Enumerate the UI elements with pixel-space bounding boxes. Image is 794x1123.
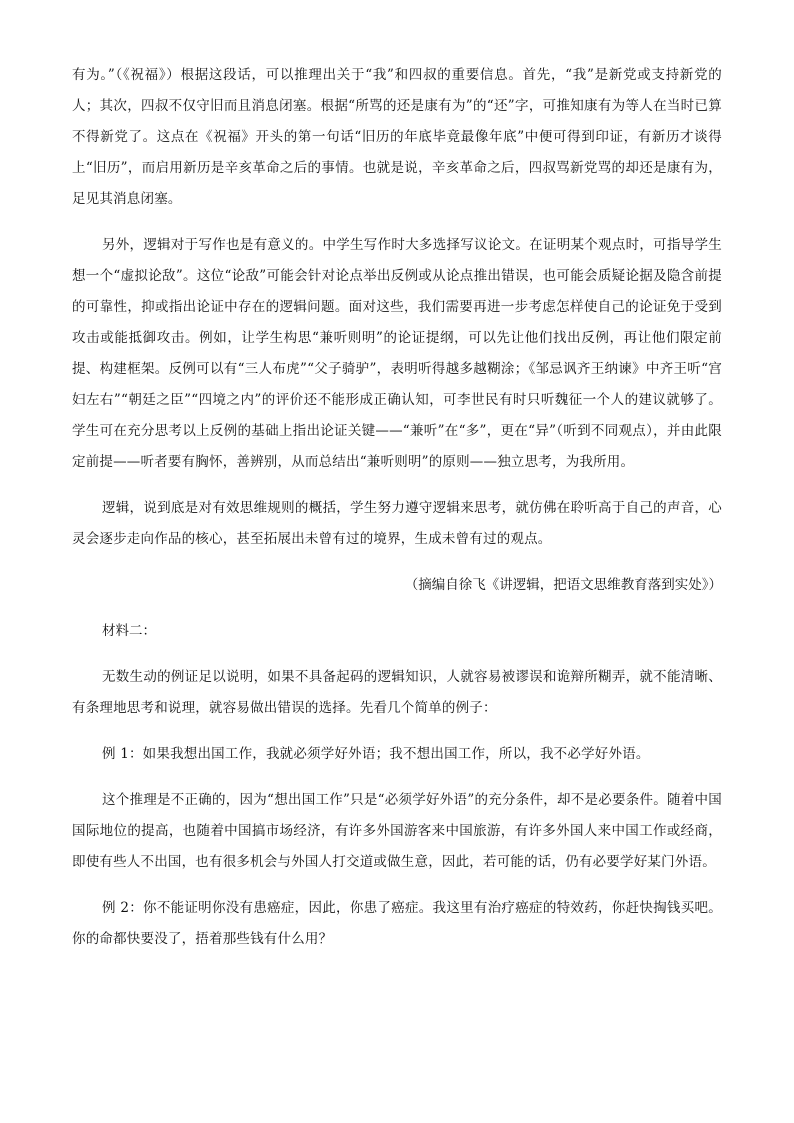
paragraph-writing-logic: 另外，逻辑对于写作也是有意义的。中学生写作时大多选择写议论文。在证明某个观点时，可指导学生想一个“虚拟论敌”。这位“论敌”可能会针对论点举出反例或从论点推出错误，也可能会质疑论据及隐含前提的可靠性，抑或指出论证中存在的逻辑问题。面对这些，我们需要再进一步考虑怎样使自己的论证免于受到攻击或能抵御攻击。例如，让学生构思“兼听则明”的论证提纲，可以先让他们找出反例，再让他们限定前提、构建框架。反例可以有“三人布虎”“父子骑驴”，表明听得越多越糊涂；《邹忌讽齐王纳谏》中齐王听“宫妇左右”“朝廷之臣”“四境之内”的评价还不能形成正确认知，可李世民有时只听魏征一个人的建议就够了。学生可在充分思考以上反例的基础上指出论证关键——“兼听”在“多”，更在“异”（听到不同观点），并由此限定前提——听者要有胸怀，善辨别，从而总结出“兼听则明”的原则——独立思考，为我所用。 bbox=[72, 237, 722, 470]
paragraph-example-one: 例 1：如果我想出国工作，我就必须学好外语；我不想出国工作，所以，我不必学好外语。 bbox=[102, 746, 650, 762]
paragraph-example-two: 例 2：你不能证明你没有患癌症，因此，你患了癌症。我这里有治疗癌症的特效药，你赶快掏钱买吧。你的命都快要没了，捂着那些钱有什么用？ bbox=[72, 900, 722, 947]
document-page bbox=[72, 60, 722, 970]
paragraph-example-one-analysis: 这个推理是不正确的，因为“想出国工作”只是“必须学好外语”的充分条件，却不是必要条件。随着中国国际地位的提高，也随着中国搞市场经济，有许多外国游客来中国旅游，有许多外国人来中国工作或经商，即使有些人不出国，也有很多机会与外国人打交道或做生意，因此，若可能的话，仍有必要学好某门外语。 bbox=[72, 792, 722, 870]
material-two-heading: 材料二： bbox=[102, 623, 156, 639]
paragraph-zhufu-analysis: 有为。”（《祝福》）根据这段话，可以推理出关于“我”和四叔的重要信息。首先，“我”是新党或支持新党的人；其次，四叔不仅守旧而且消息闭塞。根据“所骂的还是康有为”的“还”字，可推知康有为等人在当时已算不得新党了。这点在《祝福》开头的第一句话“旧历的年底毕竟最像年底”中便可得到印证，有新历才谈得上“旧历”，而启用新历是辛亥革命之后的事情。也就是说，辛亥革命之后，四叔骂新党骂的却还是康有为，足见其消息闭塞。 bbox=[72, 67, 722, 207]
paragraph-material-intro: 无数生动的例证足以说明，如果不具备起码的逻辑知识，人就容易被谬误和诡辩所糊弄，就不能清晰、有条理地思考和说理，就容易做出错误的选择。先看几个简单的例子： bbox=[72, 669, 722, 716]
paragraph-logic-summary: 逻辑，说到底是对有效思维规则的概括，学生努力遵守逻辑来思考，就仿佛在聆听高于自己的声音，心灵会逐步走向作品的核心，甚至拓展出未曾有过的境界，生成未曾有过的观点。 bbox=[72, 500, 722, 547]
source-citation: （摘编自徐飞《讲逻辑，把语文思维教育落到实处》） bbox=[404, 577, 722, 593]
